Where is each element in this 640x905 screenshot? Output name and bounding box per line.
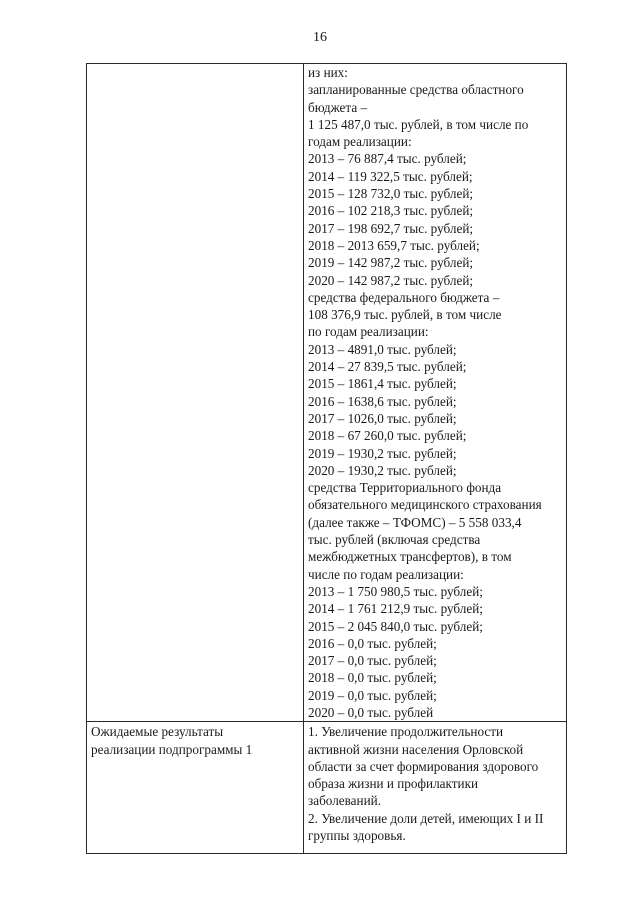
funding-value-cell — [304, 64, 567, 722]
results-line: 1. Увеличение продолжительности — [308, 724, 504, 740]
funding-line: 2018 – 2013 659,7 тыс. рублей; — [308, 237, 480, 253]
results-line: заболеваний. — [308, 793, 382, 809]
funding-line: 2014 – 119 322,5 тыс. рублей; — [308, 168, 473, 184]
funding-line: 2020 – 1930,2 тыс. рублей; — [308, 462, 457, 478]
funding-line: бюджета – — [308, 99, 368, 115]
funding-line: по годам реализации: — [308, 324, 429, 340]
results-line: группы здоровья. — [308, 828, 406, 844]
funding-line: межбюджетных трансфертов), в том — [308, 549, 512, 565]
funding-line: из них: — [308, 65, 348, 80]
results-label-cell — [87, 722, 304, 854]
funding-line: 2018 – 0,0 тыс. рублей; — [308, 670, 437, 686]
funding-line: 2019 – 0,0 тыс. рублей; — [308, 687, 437, 703]
funding-line: 2014 – 1 761 212,9 тыс. рублей; — [308, 601, 483, 617]
results-label — [91, 722, 303, 758]
results-line: активной жизни населения Орловской — [308, 741, 524, 757]
funding-line: 2018 – 67 260,0 тыс. рублей; — [308, 428, 467, 444]
funding-line: 2013 – 76 887,4 тыс. рублей; — [308, 151, 467, 167]
funding-line: средства федерального бюджета – — [308, 289, 500, 305]
funding-line: 2020 – 0,0 тыс. рублей — [308, 704, 434, 720]
funding-line: 2015 – 2 045 840,0 тыс. рублей; — [308, 618, 483, 634]
funding-line: 2013 – 4891,0 тыс. рублей; — [308, 341, 457, 357]
funding-line: 2019 – 142 987,2 тыс. рублей; — [308, 255, 474, 271]
funding-line: 2015 – 128 732,0 тыс. рублей; — [308, 186, 474, 202]
page-number: 16 — [313, 30, 327, 45]
funding-line: запланированные средства областного — [308, 82, 524, 98]
funding-line: 2016 – 1638,6 тыс. рублей; — [308, 393, 457, 409]
funding-line: 2014 – 27 839,5 тыс. рублей; — [308, 359, 467, 375]
funding-line: 2019 – 1930,2 тыс. рублей; — [308, 445, 457, 461]
funding-line: 2016 – 102 218,3 тыс. рублей; — [308, 203, 474, 219]
funding-line: тыс. рублей (включая средства — [308, 532, 481, 548]
subprogram-passport-table — [86, 63, 567, 854]
results-label-line: реализации подпрограммы 1 — [91, 741, 253, 757]
funding-line: средства Территориального фонда — [308, 480, 502, 496]
funding-text — [308, 64, 566, 721]
results-line: образа жизни и профилактики — [308, 776, 479, 792]
results-line: области за счет формирования здорового — [308, 758, 539, 774]
funding-line: 1 125 487,0 тыс. рублей, в том числе по — [308, 116, 529, 132]
funding-label-cell — [87, 64, 304, 722]
results-line: 2. Увеличение доли детей, имеющих I и II — [308, 810, 544, 826]
funding-line: числе по годам реализации: — [308, 566, 464, 582]
funding-line: годам реализации: — [308, 134, 412, 150]
funding-line: 2020 – 142 987,2 тыс. рублей; — [308, 272, 474, 288]
funding-line: 2015 – 1861,4 тыс. рублей; — [308, 376, 457, 392]
funding-line: 2016 – 0,0 тыс. рублей; — [308, 635, 437, 651]
results-text — [308, 722, 566, 844]
funding-line: 2013 – 1 750 980,5 тыс. рублей; — [308, 583, 483, 599]
funding-line: обязательного медицинского страхования — [308, 497, 542, 513]
funding-line: 2017 – 1026,0 тыс. рублей; — [308, 410, 457, 426]
table-row-expected-results — [87, 722, 567, 854]
funding-line: 2017 – 0,0 тыс. рублей; — [308, 653, 437, 669]
funding-line: 108 376,9 тыс. рублей, в том числе — [308, 307, 502, 323]
results-label-line: Ожидаемые результаты — [91, 724, 224, 740]
table-row-funding — [87, 64, 567, 722]
funding-line: 2017 – 198 692,7 тыс. рублей; — [308, 220, 474, 236]
funding-line: (далее также – ТФОМС) – 5 558 033,4 — [308, 514, 522, 530]
results-value-cell — [304, 722, 567, 854]
